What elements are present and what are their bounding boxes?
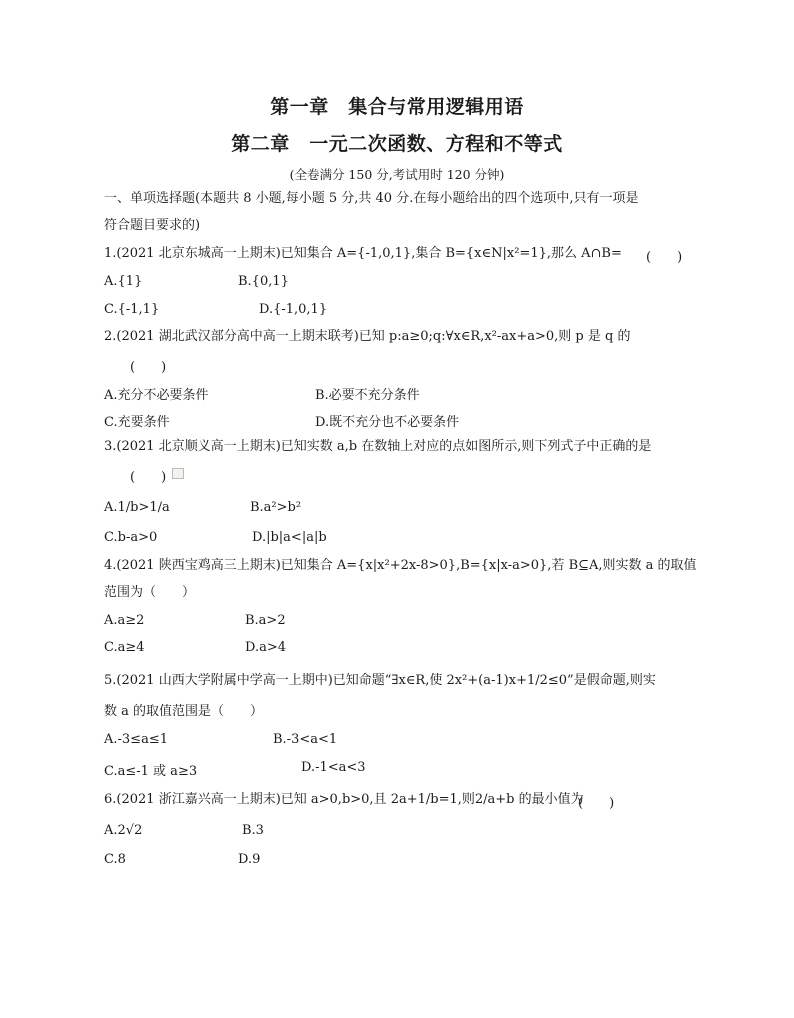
q1-option-a: A.{1} (104, 274, 143, 289)
chapter-title-2: 第二章 一元二次函数、方程和不等式 (231, 133, 563, 155)
q3-option-c: C.b-a>0 (104, 530, 158, 545)
q6-stem: 6.(2021 浙江嘉兴高一上期末)已知 a>0,b>0,且 2a+1/b=1,则2/a+b 的最小值为 (104, 792, 584, 807)
q2-answer-paren: ( ) (130, 360, 167, 375)
q1-option-b: B.{0,1} (238, 274, 289, 289)
q5-option-c: C.a≤-1 或 a≥3 (104, 764, 198, 779)
q6-answer-paren: ( ) (578, 796, 615, 811)
q6-option-b: B.3 (242, 823, 264, 838)
q1-answer-paren: ( ) (646, 250, 683, 265)
q3-option-d: D.|b|a<|a|b (252, 530, 327, 545)
q4-stem-cont: 范围为（ ） (104, 585, 196, 600)
q5-option-d: D.-1<a<3 (301, 760, 366, 775)
q4-option-d: D.a>4 (245, 640, 287, 655)
q2-option-b: B.必要不充分条件 (315, 388, 420, 403)
q4-stem: 4.(2021 陕西宝鸡高三上期末)已知集合 A={x|x²+2x-8>0},B={x|x-a>0},若 B⊆A,则实数 a 的取值 (104, 558, 697, 573)
number-line-figure-icon (172, 468, 184, 479)
q3-option-a: A.1/b>1/a (104, 500, 170, 515)
q4-option-c: C.a≥4 (104, 640, 145, 655)
section-heading-line2: 符合题目要求的) (104, 218, 201, 233)
q3-answer-paren: ( ) (130, 470, 167, 485)
q5-option-b: B.-3<a<1 (273, 732, 338, 747)
q1-option-c: C.{-1,1} (104, 302, 160, 317)
q5-stem: 5.(2021 山西大学附属中学高一上期中)已知命题“∃x∈R,使 2x²+(a-1)x+1/2≤0”是假命题,则实 (104, 673, 656, 688)
q2-option-d: D.既不充分也不必要条件 (315, 415, 460, 430)
q1-stem: 1.(2021 北京东城高一上期末)已知集合 A={-1,0,1},集合 B={x∈N|x²=1},那么 A∩B= (104, 246, 622, 261)
q2-stem: 2.(2021 湖北武汉部分高中高一上期末联考)已知 p:a≥0;q:∀x∈R,x²-ax+a>0,则 p 是 q 的 (104, 329, 631, 344)
section-heading-line1: 一、单项选择题(本题共 8 小题,每小题 5 分,共 40 分.在每小题给出的四个选项中,只有一项是 (104, 191, 639, 206)
q2-option-a: A.充分不必要条件 (104, 388, 209, 403)
q2-option-c: C.充要条件 (104, 415, 170, 430)
q5-option-a: A.-3≤a≤1 (104, 732, 168, 747)
exam-note: (全卷满分 150 分,考试用时 120 分钟) (289, 167, 505, 182)
q4-option-a: A.a≥2 (104, 613, 145, 628)
q6-option-c: C.8 (104, 852, 126, 867)
q1-option-d: D.{-1,0,1} (259, 302, 328, 317)
q6-option-d: D.9 (238, 852, 261, 867)
q3-option-b: B.a²>b² (250, 500, 302, 515)
q5-stem-cont: 数 a 的取值范围是（ ） (104, 704, 264, 719)
chapter-title-1: 第一章 集合与常用逻辑用语 (270, 96, 524, 118)
q6-option-a: A.2√2 (104, 823, 143, 838)
q4-option-b: B.a>2 (245, 613, 286, 628)
q3-stem: 3.(2021 北京顺义高一上期末)已知实数 a,b 在数轴上对应的点如图所示,则下列式子中正确的是 (104, 439, 652, 454)
